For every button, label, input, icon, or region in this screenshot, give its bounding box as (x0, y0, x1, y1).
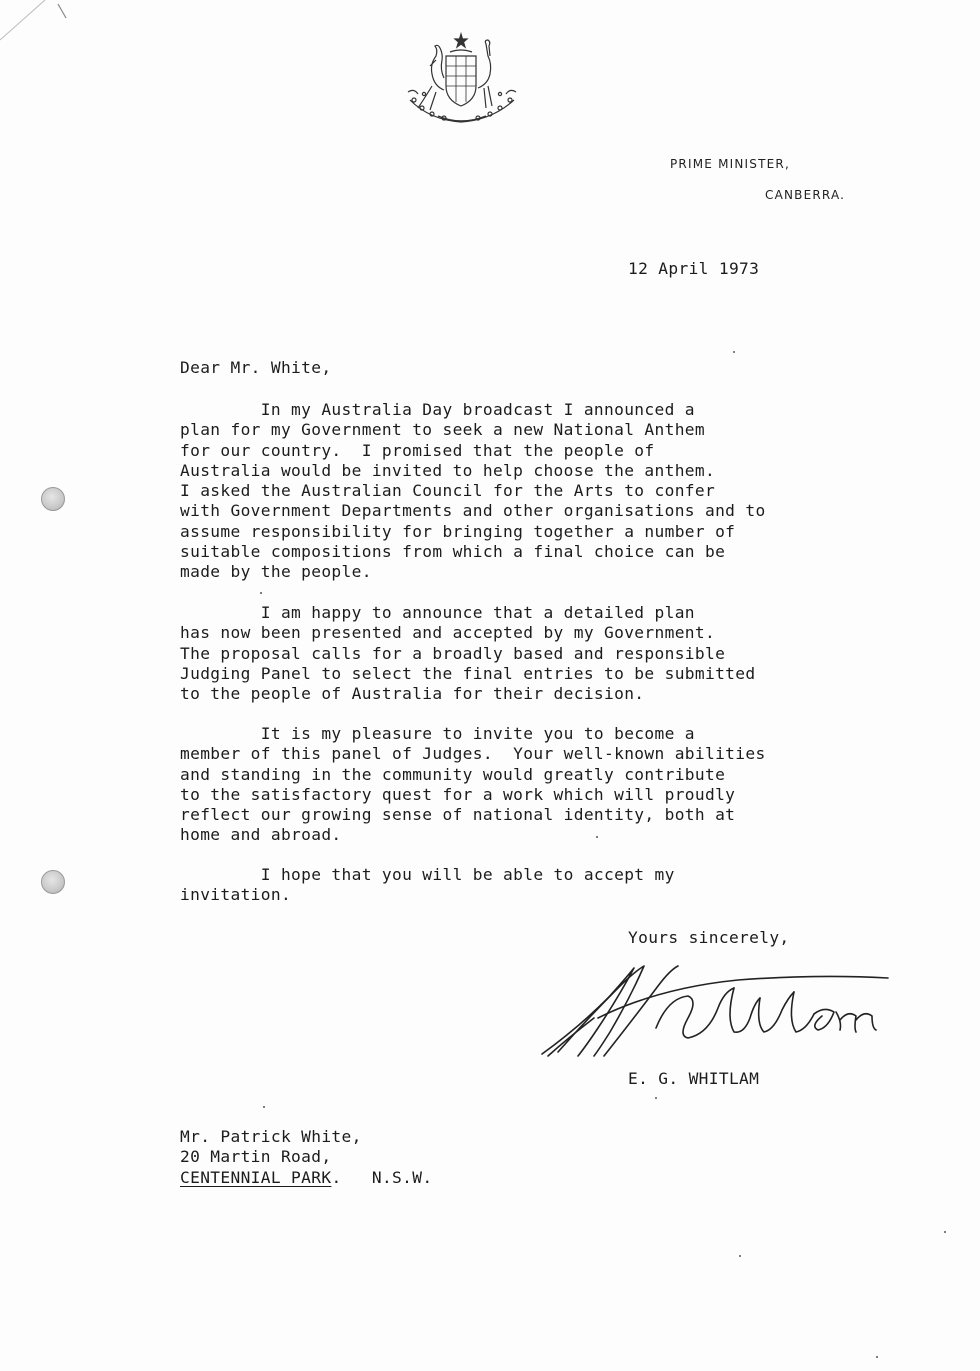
punch-hole (41, 870, 65, 894)
salutation: Dear Mr. White, (180, 358, 332, 377)
paper-speck (260, 592, 262, 594)
paper-speck (733, 351, 735, 353)
recipient-state: N.S.W. (371, 1167, 433, 1187)
body-paragraph-4: I hope that you will be able to accept my invitation. (180, 865, 675, 905)
paper-speck (596, 836, 598, 838)
signatory-name: E. G. WHITLAM (628, 1069, 760, 1088)
recipient-street: 20 Martin Road, (180, 1147, 332, 1167)
letter-date: 12 April 1973 (628, 259, 760, 278)
handwritten-signature (538, 958, 890, 1063)
paper-speck (739, 1255, 741, 1257)
body-paragraph-2: I am happy to announce that a detailed plan has now been presented and accepted by my Government. The proposal calls for a broadly based and responsible Judging Panel to select the final entries to be submitted to the people of Australia for their decision. (180, 603, 756, 704)
body-paragraph-1: In my Australia Day broadcast I announced a plan for my Government to seek a new National Anthem for our country. I promised that the people of Australia would be invited to help choose the anthem. I asked the Australian Council for the Arts to confer with Government Departments and other organisations and to assume responsibility for bringing together a number of suitable compositions from which a final choice can be made by the people. (180, 400, 766, 582)
recipient-name: Mr. Patrick White, (180, 1127, 362, 1146)
paper-speck (263, 1106, 265, 1108)
corner-scratch (0, 0, 80, 60)
office-title: PRIME MINISTER, (670, 157, 790, 171)
recipient-address (180, 1127, 432, 1188)
coat-of-arms-icon (400, 30, 525, 130)
recipient-suburb-suffix: . (331, 1167, 342, 1187)
punch-hole (41, 487, 65, 511)
paper-speck (655, 1097, 657, 1099)
paper-speck (944, 1231, 946, 1233)
body-paragraph-3: It is my pleasure to invite you to become a member of this panel of Judges. Your well-known abilities and standing in the community would greatly contribute to the satisfactory quest for a work which will proudly reflect our growing sense of national identity, both at home and abroad. (180, 724, 766, 845)
closing: Yours sincerely, (628, 928, 790, 947)
paper-speck (876, 1356, 878, 1358)
recipient-suburb: CENTENNIAL PARK (180, 1167, 332, 1187)
office-city: CANBERRA. (765, 188, 846, 202)
